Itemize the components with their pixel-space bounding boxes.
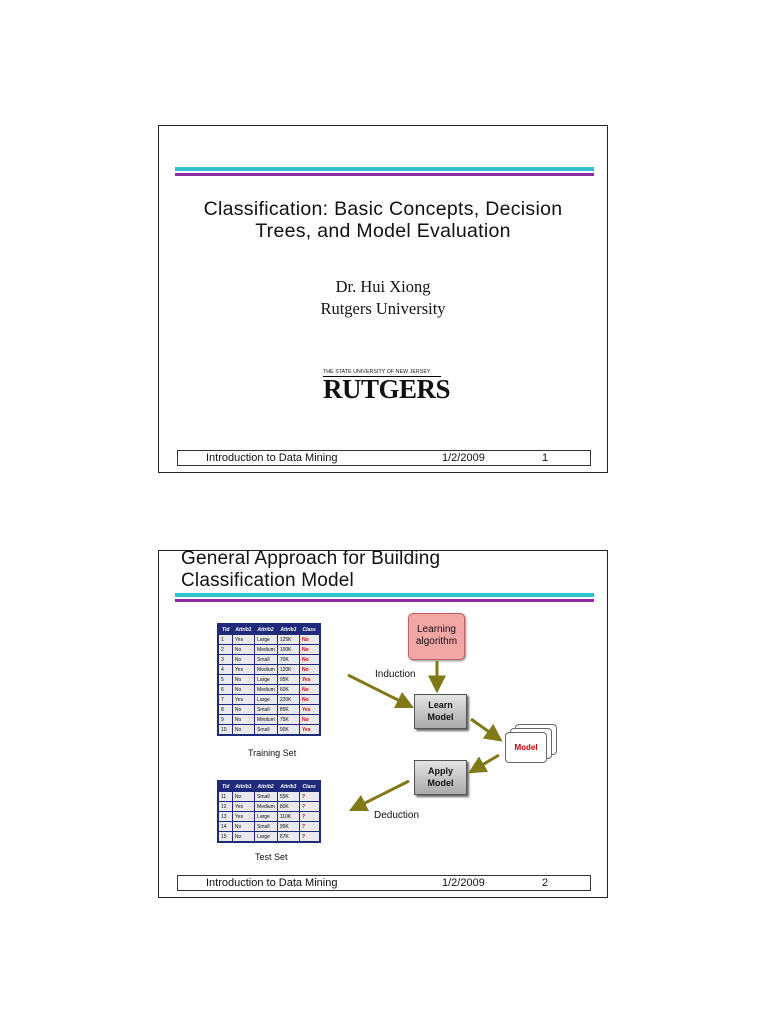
slide-1-footer xyxy=(177,450,591,466)
table-cell: 67K xyxy=(277,832,299,843)
slide-1-title xyxy=(159,198,607,242)
table-cell: 11 xyxy=(218,792,232,802)
learning-algorithm-line-1: Learning xyxy=(417,624,456,635)
table-cell: Yes xyxy=(299,705,319,715)
author-affiliation: Rutgers University xyxy=(320,299,446,318)
apply-model-line-1: Apply xyxy=(427,766,453,776)
table-cell: No xyxy=(232,715,254,725)
deduction-label: Deduction xyxy=(374,810,420,821)
table-cell: 95K xyxy=(277,822,299,832)
table-cell: ? xyxy=(299,822,319,832)
arrow-induction xyxy=(348,675,410,706)
table-cell: Small xyxy=(255,655,278,665)
table-header-cell: Attrib3 xyxy=(280,783,297,790)
table-cell: Medium xyxy=(255,715,278,725)
arrow-learn-to-model xyxy=(471,719,499,739)
table-cell: Yes xyxy=(232,802,254,812)
table-cell: No xyxy=(232,685,254,695)
table-cell: ? xyxy=(299,812,319,822)
table-cell: Large xyxy=(255,635,278,645)
table-cell: No xyxy=(299,685,319,695)
table-cell: 4 xyxy=(218,665,232,675)
table-header-cell: Tid xyxy=(222,626,230,633)
table-cell: No xyxy=(299,715,319,725)
title-line-1: General Approach for Building xyxy=(181,548,441,569)
table-cell: Large xyxy=(255,832,278,843)
slide-2-footer xyxy=(177,875,591,891)
table-cell: Small xyxy=(255,822,278,832)
table-cell: Large xyxy=(255,812,278,822)
table-cell: Medium xyxy=(255,645,278,655)
table-cell: 90K xyxy=(277,725,299,736)
table-cell: 110K xyxy=(277,812,299,822)
table-cell: 100K xyxy=(277,645,299,655)
footer-course: Introduction to Data Mining xyxy=(206,452,338,464)
flow-arrows xyxy=(159,551,609,899)
table-cell: 9 xyxy=(218,715,232,725)
table-cell: No xyxy=(232,822,254,832)
table-header-cell: Tid xyxy=(222,783,230,790)
table-cell: No xyxy=(232,645,254,655)
table-cell: No xyxy=(299,645,319,655)
table-cell: No xyxy=(232,705,254,715)
logo-big-text: RUTGERS xyxy=(323,374,451,404)
table-header-cell: Attrib2 xyxy=(257,783,274,790)
table-cell: 5 xyxy=(218,675,232,685)
author-block xyxy=(159,276,607,320)
author-name: Dr. Hui Xiong xyxy=(335,277,431,296)
slide-2 xyxy=(158,550,608,898)
table-cell: 15 xyxy=(218,832,232,843)
table-cell: 220K xyxy=(277,695,299,705)
table-cell: No xyxy=(299,655,319,665)
footer-page: 2 xyxy=(542,877,549,889)
apply-model-line-2: Model xyxy=(427,778,454,788)
model-label: Model xyxy=(514,743,538,752)
arrow-model-to-apply xyxy=(472,755,499,771)
table-header-cell: Attrib3 xyxy=(280,626,297,633)
learn-model-line-2: Model xyxy=(427,712,454,722)
table-cell: 60K xyxy=(277,685,299,695)
arrow-deduction xyxy=(353,781,409,809)
table-header-cell: Class xyxy=(302,783,316,790)
table-cell: 13 xyxy=(218,812,232,822)
footer-date: 1/2/2009 xyxy=(442,452,485,464)
title-line-2: Classification Model xyxy=(181,570,354,591)
table-cell: 75K xyxy=(277,715,299,725)
table-cell: Yes xyxy=(232,635,254,645)
table-cell: No xyxy=(299,695,319,705)
table-cell: No xyxy=(232,675,254,685)
table-cell: No xyxy=(232,725,254,736)
table-cell: Large xyxy=(255,675,278,685)
table-cell: 10 xyxy=(218,725,232,736)
table-cell: No xyxy=(232,655,254,665)
title-line-2: Trees, and Model Evaluation xyxy=(255,220,511,242)
footer-page: 1 xyxy=(542,452,549,464)
table-cell: Yes xyxy=(232,665,254,675)
table-header-cell: Class xyxy=(302,626,316,633)
table-cell: 6 xyxy=(218,685,232,695)
table-cell: 1 xyxy=(218,635,232,645)
table-cell: No xyxy=(232,792,254,802)
table-cell: ? xyxy=(299,802,319,812)
table-header-cell: Attrib1 xyxy=(235,783,252,790)
table-cell: 120K xyxy=(277,665,299,675)
induction-label: Induction xyxy=(375,669,416,680)
footer-course: Introduction to Data Mining xyxy=(206,877,338,889)
table-cell: Medium xyxy=(255,685,278,695)
table-cell: 14 xyxy=(218,822,232,832)
table-cell: 12 xyxy=(218,802,232,812)
rutgers-logo xyxy=(323,369,451,404)
footer-date: 1/2/2009 xyxy=(442,877,485,889)
learning-algorithm-line-2: algorithm xyxy=(415,636,458,647)
test-set-caption: Test Set xyxy=(255,852,288,862)
table-cell: 8 xyxy=(218,705,232,715)
title-line-1: Classification: Basic Concepts, Decision xyxy=(203,198,563,220)
logo-small-text: THE STATE UNIVERSITY OF NEW JERSEY xyxy=(323,369,431,375)
learn-model-line-1: Learn xyxy=(428,700,453,710)
table-cell: 55K xyxy=(277,792,299,802)
table-cell: Yes xyxy=(299,725,319,736)
table-cell: Medium xyxy=(255,802,278,812)
table-cell: Yes xyxy=(232,812,254,822)
table-cell: 85K xyxy=(277,705,299,715)
table-cell: ? xyxy=(299,792,319,802)
table-cell: No xyxy=(299,665,319,675)
table-cell: 7 xyxy=(218,695,232,705)
table-cell: Small xyxy=(255,792,278,802)
table-cell: Yes xyxy=(232,695,254,705)
table-cell: 2 xyxy=(218,645,232,655)
table-cell: 70K xyxy=(277,655,299,665)
table-header-cell: Attrib2 xyxy=(257,626,274,633)
table-header-cell: Attrib1 xyxy=(235,626,252,633)
table-cell: Small xyxy=(255,705,278,715)
table-cell: Large xyxy=(255,695,278,705)
slide-1 xyxy=(158,125,608,473)
table-cell: 125K xyxy=(277,635,299,645)
table-cell: Small xyxy=(255,725,278,736)
table-cell: ? xyxy=(299,832,319,843)
title-stripe xyxy=(175,167,594,176)
table-cell: 95K xyxy=(277,675,299,685)
table-cell: No xyxy=(299,635,319,645)
table-cell: No xyxy=(232,832,254,843)
training-set-caption: Training Set xyxy=(248,748,297,758)
table-cell: Medium xyxy=(255,665,278,675)
table-cell: 3 xyxy=(218,655,232,665)
table-cell: 80K xyxy=(277,802,299,812)
table-cell: Yes xyxy=(299,675,319,685)
